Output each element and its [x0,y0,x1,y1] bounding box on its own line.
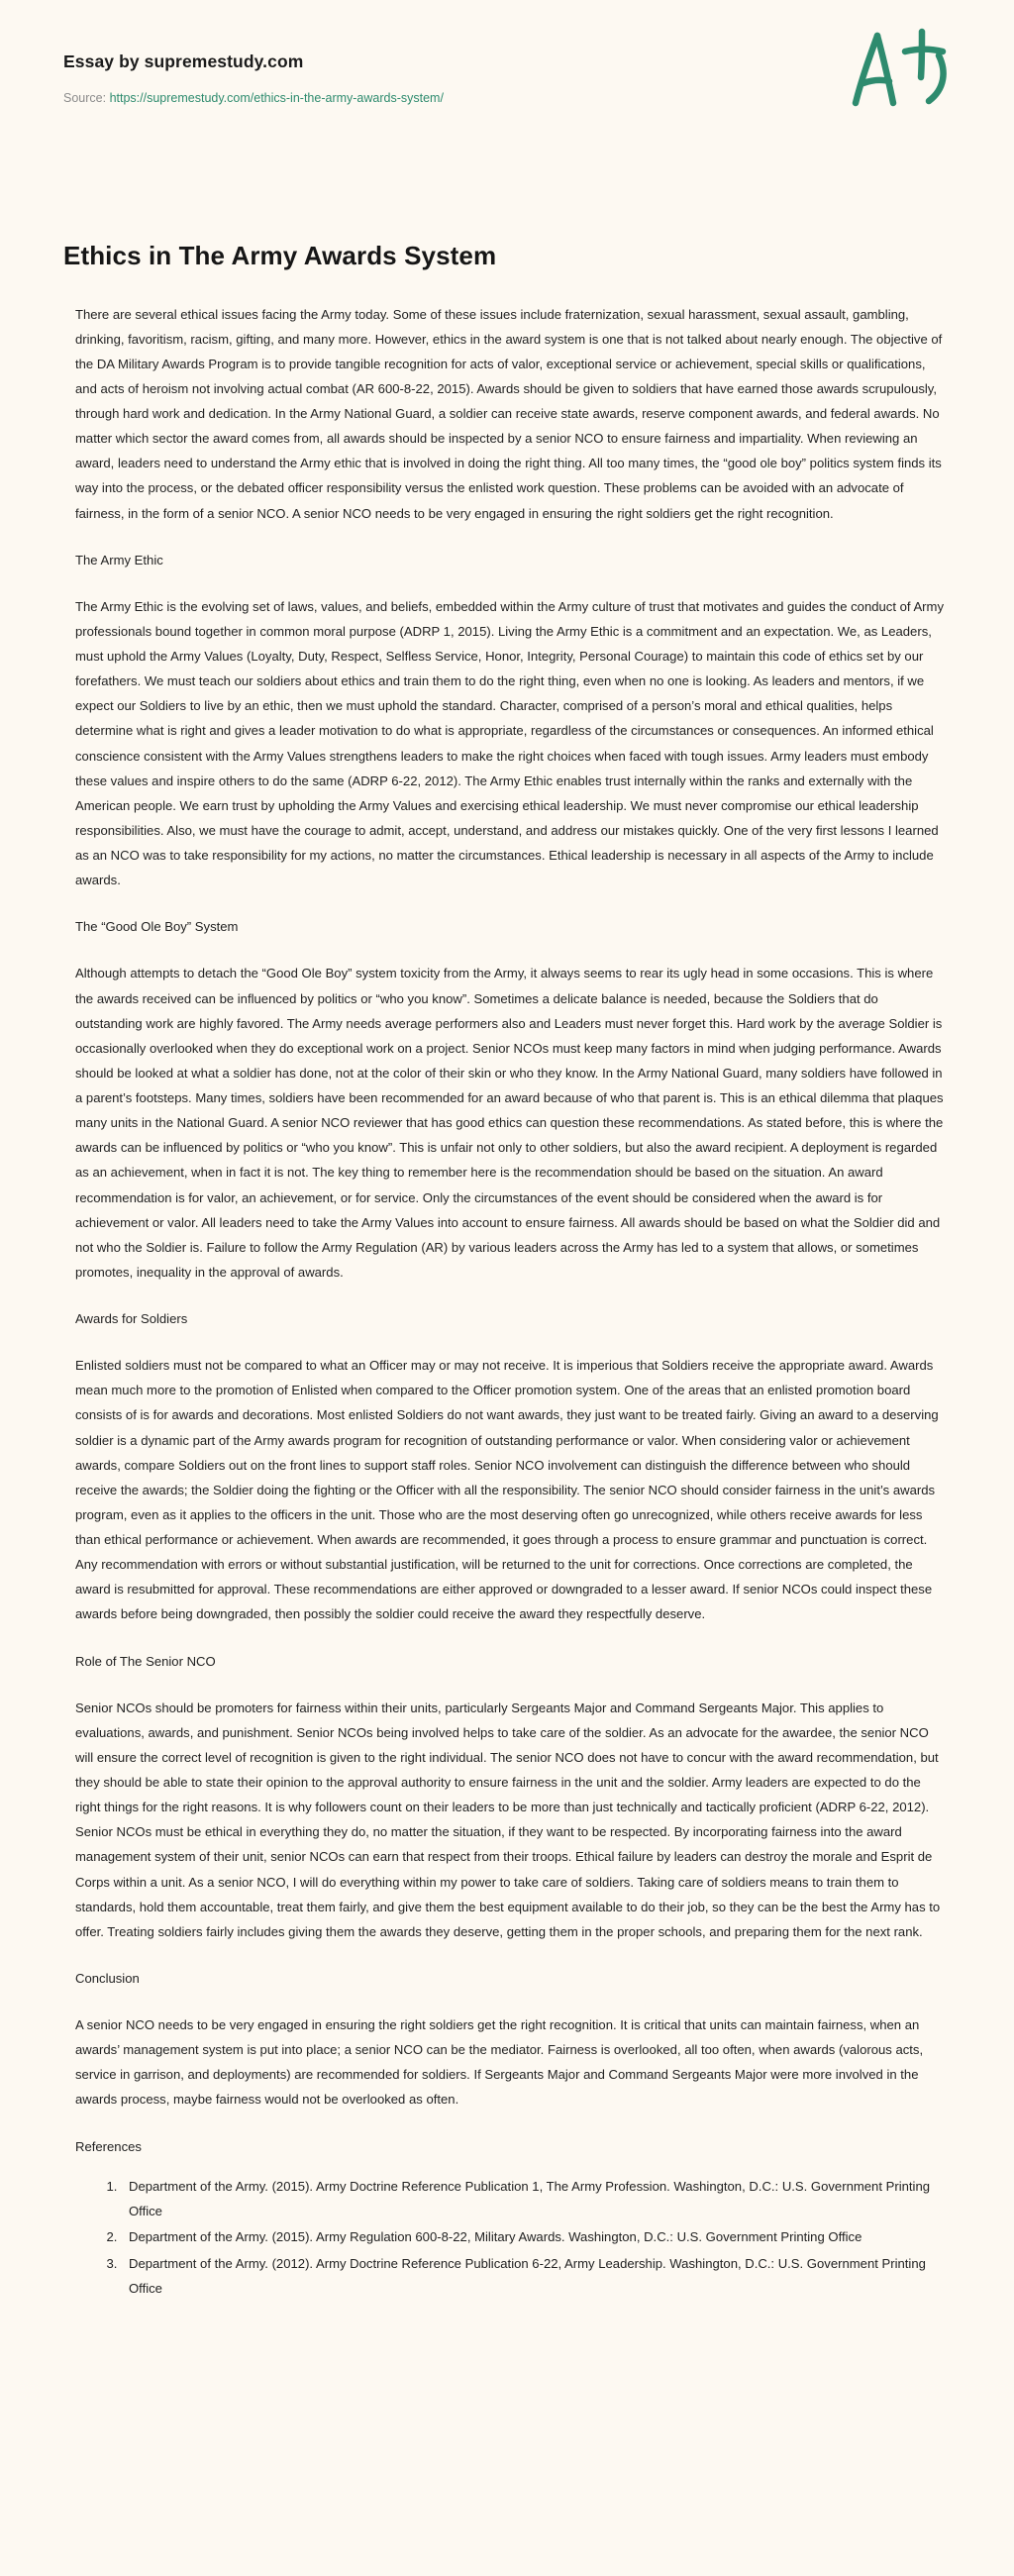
reference-item: 1. Department of the Army. (2015). Army Doctrine Reference Publication 1, The Army Profession. Washington, D.C.: U.S. Government Printing Office [121,2175,951,2224]
section-heading-conclusion: Conclusion [75,1970,140,1986]
references-list [75,2175,951,2302]
article [0,240,1014,2302]
source-line [63,90,951,106]
section-heading-awards-for-soldiers: Awards for Soldiers [75,1311,188,1326]
reference-item: 3. Department of the Army. (2012). Army Doctrine Reference Publication 6-22, Army Leadership. Washington, D.C.: U.S. Government Printing Office [121,2252,951,2302]
section-paragraph-good-ole-boy: Although attempts to detach the “Good Ole Boy” system toxicity from the Army, it always seems to rear its ugly head in some occasions. This is where the awards received can be influenced by politics or “who you know”. Sometimes a delicate balance is needed, because the Soldiers that do outstanding work are highly favored. The Army needs average performers also and Leaders must never forget this. Hard work by the average Soldier is occasionally overlooked when they do exceptional work on a project. Senior NCOs must keep many factors in mind when judging performance. Awards should be looked at what a soldier has done, not at the color of their skin or who they know. In the Army National Guard, many soldiers have followed in a parent’s footsteps. Many times, soldiers have been recommended for an award because of who that parent is. This is an ethical dilemma that plaques many units in the National Guard. A senior NCO reviewer that has good ethics can question these recommendations. As stated before, this is where the awards can be influenced by politics or “who you know”. This is unfair not only to other soldiers, but also the award recipient. A deployment is regarded as an achievement, when in fact it is not. The key thing to remember here is the recommendation should be based on the situation. An award recommendation is for valor, an achievement, or for service. Only the circumstances of the event should be considered when the award is for achievement or valor. All leaders need to take the Army Values into account to ensure fairness. All awards should be based on what the Soldier did and not who the Soldier is. Failure to follow the Army Regulation (AR) by various leaders across the Army has led to a system that allows, or sometimes promotes, inequality in the approval of awards. [75,966,944,1280]
section-paragraph-army-ethic: The Army Ethic is the evolving set of laws, values, and beliefs, embedded within the Army culture of trust that motivates and guides the conduct of Army professionals bound together in common moral purpose (ADRP 1, 2015). Living the Army Ethic is a commitment and an expectation. We, as Leaders, must uphold the Army Values (Loyalty, Duty, Respect, Selfless Service, Honor, Integrity, Personal Courage) to maintain this code of ethics set by our forefathers. We must teach our soldiers about ethics and train them to do the right thing, even when no one is looking. As leaders and mentors, if we expect our Soldiers to live by an ethic, then we must uphold the standard. Character, comprised of a person’s moral and ethical qualities, helps determine what is right and gives a leader motivation to do what is appropriate, regardless of the circumstances or consequences. An informed ethical conscience consistent with the Army Values strengthens leaders to make the right choices when faced with tough issues. Army leaders must embody these values and inspire others to do the same (ADRP 6-22, 2012). The Army Ethic enables trust internally within the ranks and externally with the American people. We earn trust by upholding the Army Values and exercising ethical leadership. We must never compromise our ethical leadership responsibilities. Also, we must have the courage to admit, accept, understand, and address our mistakes quickly. One of the very first lessons I learned as an NCO was to take responsibility for my actions, no matter the circumstances. Ethical leadership is necessary in all aspects of the Army to include awards. [75,598,944,888]
page-title: Ethics in The Army Awards System [63,241,497,270]
a-plus-logo-icon [848,28,957,113]
references-heading: References [75,2138,142,2154]
site-header [0,0,1014,149]
intro-paragraph: There are several ethical issues facing the Army today. Some of these issues include fraternization, sexual harassment, sexual assault, gambling, drinking, favoritism, racism, gifting, and many more. However, ethics in the award system is one that is not talked about nearly enough. The objective of the DA Military Awards Program is to provide tangible recognition for acts of valor, exceptional service or achievement, special skills or qualifications, and acts of heroism not involving actual combat (AR 600-8-22, 2015). Awards should be given to soldiers that have earned those awards scrupulously, through hard work and dedication. In the Army National Guard, a soldier can receive state awards, reserve component awards, and federal awards. No matter which sector the award comes from, all awards should be inspected by a senior NCO to ensure fairness and impartiality. When reviewing an award, leaders need to understand the Army ethic that is involved in doing the right thing. All too many times, the “good ole boy” politics system finds its way into the process, or the debated officer responsibility versus the enlisted work question. These problems can be avoided with an advocate of fairness, in the form of a senior NCO. A senior NCO needs to be very engaged in ensuring the right soldiers get the right recognition. [75,306,943,521]
reference-item: 2. Department of the Army. (2015). Army Regulation 600-8-22, Military Awards. Washington, D.C.: U.S. Government Printing Office [121,2225,951,2250]
section-heading-good-ole-boy: The “Good Ole Boy” System [75,919,239,935]
article-body [63,302,951,2303]
section-paragraph-awards-for-soldiers: Enlisted soldiers must not be compared to what an Officer may or may not receive. It is imperious that Soldiers receive the appropriate award. Awards mean much more to the promotion of Enlisted when compared to the Officer promotion system. One of the areas that an enlisted promotion board consists of is for awards and decorations. Most enlisted Soldiers do not want awards, they just want to be treated fairly. Giving an award to a deserving soldier is a dynamic part of the Army awards program for recognition of outstanding performance or valor. When considering valor or achievement awards, compare Soldiers out on the front lines to support staff roles. Senior NCO involvement can distinguish the difference between who should receive the awards; the Soldier doing the fighting or the Officer with all the responsibility. The senior NCO should consider fairness in the unit’s awards program, even as it applies to the officers in the unit. Those who are the most deserving often go unrecognized, while others receive awards for less than ethical performance or achievement. When awards are recommended, it goes through a process to ensure grammar and punctuation is correct. Any recommendation with errors or without substantial justification, will be returned to the unit for corrections. Once corrections are completed, the award is resubmitted for approval. These recommendations are either approved or downgraded to a lesser award. If senior NCOs could inspect these awards before being downgraded, then possibly the soldier could receive the award they respectfully deserve. [75,1358,939,1622]
section-paragraph-conclusion: A senior NCO needs to be very engaged in ensuring the right soldiers get the right recognition. It is critical that units can maintain fairness, when an awards’ management system is put into place; a senior NCO can be the mediator. Fairness is overlooked, all too often, when awards (valorous acts, service in garrison, and deployments) are recommended for soldiers. If Sergeants Major and Command Sergeants Major were more involved in the awards process, maybe fairness would not be overlooked as often. [75,2017,924,2108]
section-paragraph-role-of-senior-nco: Senior NCOs should be promoters for fairness within their units, particularly Sergeants Major and Command Sergeants Major. This applies to evaluations, awards, and punishment. Senior NCOs being involved helps to take care of the soldier. As an advocate for the awardee, the senior NCO will ensure the correct level of recognition is given to the right individual. The senior NCO does not have to concur with the award recommendation, but they should be able to state their opinion to the approval authority to ensure fairness in the unit and the soldier. Army leaders are expected to do the right things for the right reasons. It is why followers count on their leaders to be more than just technically and tactically proficient (ADRP 6-22, 2012). Senior NCOs must be ethical in everything they do, no matter the situation, if they want to be respected. By incorporating fairness into the award management system of their unit, senior NCOs can earn that respect from their troops. Ethical failure by leaders can destroy the morale and Esprit de Corps within a unit. As a senior NCO, I will do everything within my power to take care of soldiers. Taking care of soldiers means to train them to standards, hold them accountable, treat them fairly, and give them the best equipment available to do their job, so they can be the best the Army has to offer. Treating soldiers fairly includes giving them the awards they deserve, getting them in the proper schools, and preparing them for the next rank. [75,1700,941,1939]
section-heading-army-ethic: The Army Ethic [75,552,163,567]
source-url-link[interactable]: https://supremestudy.com/ethics-in-the-army-awards-system/ [109,91,444,105]
site-brand: Essay by supremestudy.com [63,52,304,71]
section-heading-role-of-senior-nco: Role of The Senior NCO [75,1653,216,1669]
source-label: Source: [63,91,107,105]
